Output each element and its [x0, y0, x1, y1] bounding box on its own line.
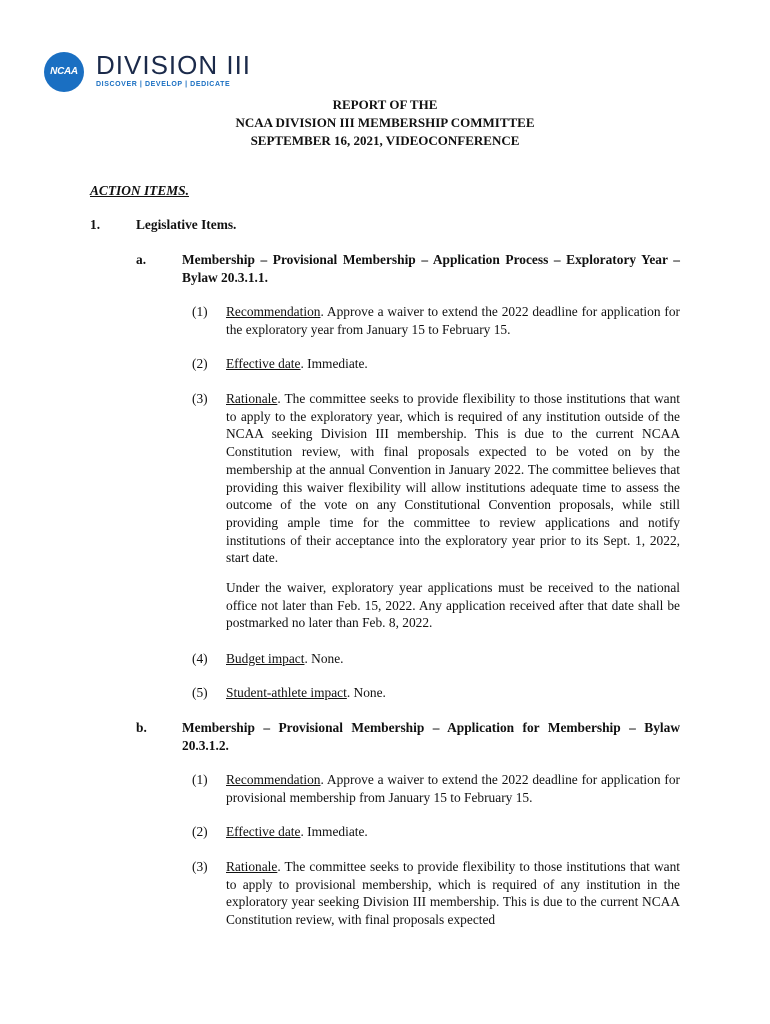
- rationale-label: Rationale: [226, 391, 278, 406]
- logo-title: DIVISION III: [96, 50, 252, 80]
- rationale-label: Rationale: [226, 859, 278, 874]
- rationale-text: . The committee seeks to provide flexibility to those institutions that want to apply to provisional membership, which is required of any institution in the exploratory year seeking Division III membership. This is due to the current NCAA Constitution review, with final proposals expected: [226, 859, 680, 928]
- recommendation-label: Recommendation: [226, 304, 321, 319]
- item-a-budget-impact: [226, 650, 680, 668]
- item-a-recommendation: [226, 303, 680, 338]
- effective-date-text: . Immediate.: [300, 356, 368, 371]
- item-a-title: Membership – Provisional Membership – Application Process – Exploratory Year – Bylaw 20.3.1.1.: [182, 252, 680, 285]
- item-b-recommendation: [226, 771, 680, 806]
- recommendation-text: . Approve a waiver to extend the 2022 deadline for application for provisional membership from January 15 to February 15.: [226, 772, 680, 805]
- item-b-letter: b.: [136, 720, 147, 735]
- budget-impact-text: . None.: [304, 651, 344, 666]
- student-athlete-impact-label: Student-athlete impact: [226, 685, 347, 700]
- division-iii-logo: [44, 48, 252, 92]
- item-a-effective-date: [226, 355, 680, 373]
- student-athlete-impact-text: . None.: [346, 685, 386, 700]
- ncaa-badge-icon: NCAA: [44, 52, 84, 92]
- section-number: 1.: [90, 217, 101, 232]
- rationale-text: . The committee seeks to provide flexibility to those institutions that want to apply to the exploratory year, which is required of any institution outside of the NCAA seeking Division III membership. This is due to the current NCAA Constitution review, with final proposals expected to be voted on by the membership at the annual Convention in January 2022. The committee believes that providing this waiver flexibility will allow institutions adequate time to assess the outcome of the vote on any Constitutional Convention proposals, while still providing ample time for the committee to review applications and notify institutions of their acceptance into the exploratory year prior to its Sept. 1, 2022, start date.: [226, 391, 680, 566]
- item-b-sub3-num: (3): [192, 859, 208, 874]
- header-line-3: SEPTEMBER 16, 2021, VIDEOCONFERENCE: [250, 133, 520, 148]
- item-a-letter: a.: [136, 252, 147, 267]
- item-a-sub4-num: (4): [192, 651, 208, 666]
- item-a-rationale: [226, 390, 680, 567]
- recommendation-label: Recommendation: [226, 772, 321, 787]
- section-title: Legislative Items.: [136, 217, 237, 232]
- budget-impact-label: Budget impact: [226, 651, 305, 666]
- header-line-2: NCAA DIVISION III MEMBERSHIP COMMITTEE: [235, 115, 535, 130]
- action-items-heading: ACTION ITEMS.: [90, 183, 189, 198]
- effective-date-label: Effective date: [226, 356, 301, 371]
- item-a-sub5-num: (5): [192, 685, 208, 700]
- item-b-title: Membership – Provisional Membership – Application for Membership – Bylaw 20.3.1.2.: [182, 720, 680, 753]
- item-b-rationale: [226, 858, 680, 929]
- item-a-sub2-num: (2): [192, 356, 208, 371]
- header-line-1: REPORT OF THE: [332, 97, 438, 112]
- effective-date-text: . Immediate.: [300, 824, 368, 839]
- item-a-rationale-para2: Under the waiver, exploratory year applications must be received to the national office not later than Feb. 15, 2022. Any application received after that date shall be postmarked no later than Feb. 8, 2022.: [226, 580, 680, 631]
- item-b-sub1-num: (1): [192, 772, 208, 787]
- effective-date-label: Effective date: [226, 824, 301, 839]
- report-header: [0, 96, 770, 150]
- item-a-sub1-num: (1): [192, 304, 208, 319]
- logo-tagline: DISCOVER | DEVELOP | DEDICATE: [96, 81, 231, 88]
- item-a-student-athlete-impact: [226, 684, 680, 702]
- item-a-sub3-num: (3): [192, 391, 208, 406]
- item-b-effective-date: [226, 823, 680, 841]
- recommendation-text: . Approve a waiver to extend the 2022 deadline for application for the exploratory year from January 15 to February 15.: [226, 304, 680, 337]
- item-b-sub2-num: (2): [192, 824, 208, 839]
